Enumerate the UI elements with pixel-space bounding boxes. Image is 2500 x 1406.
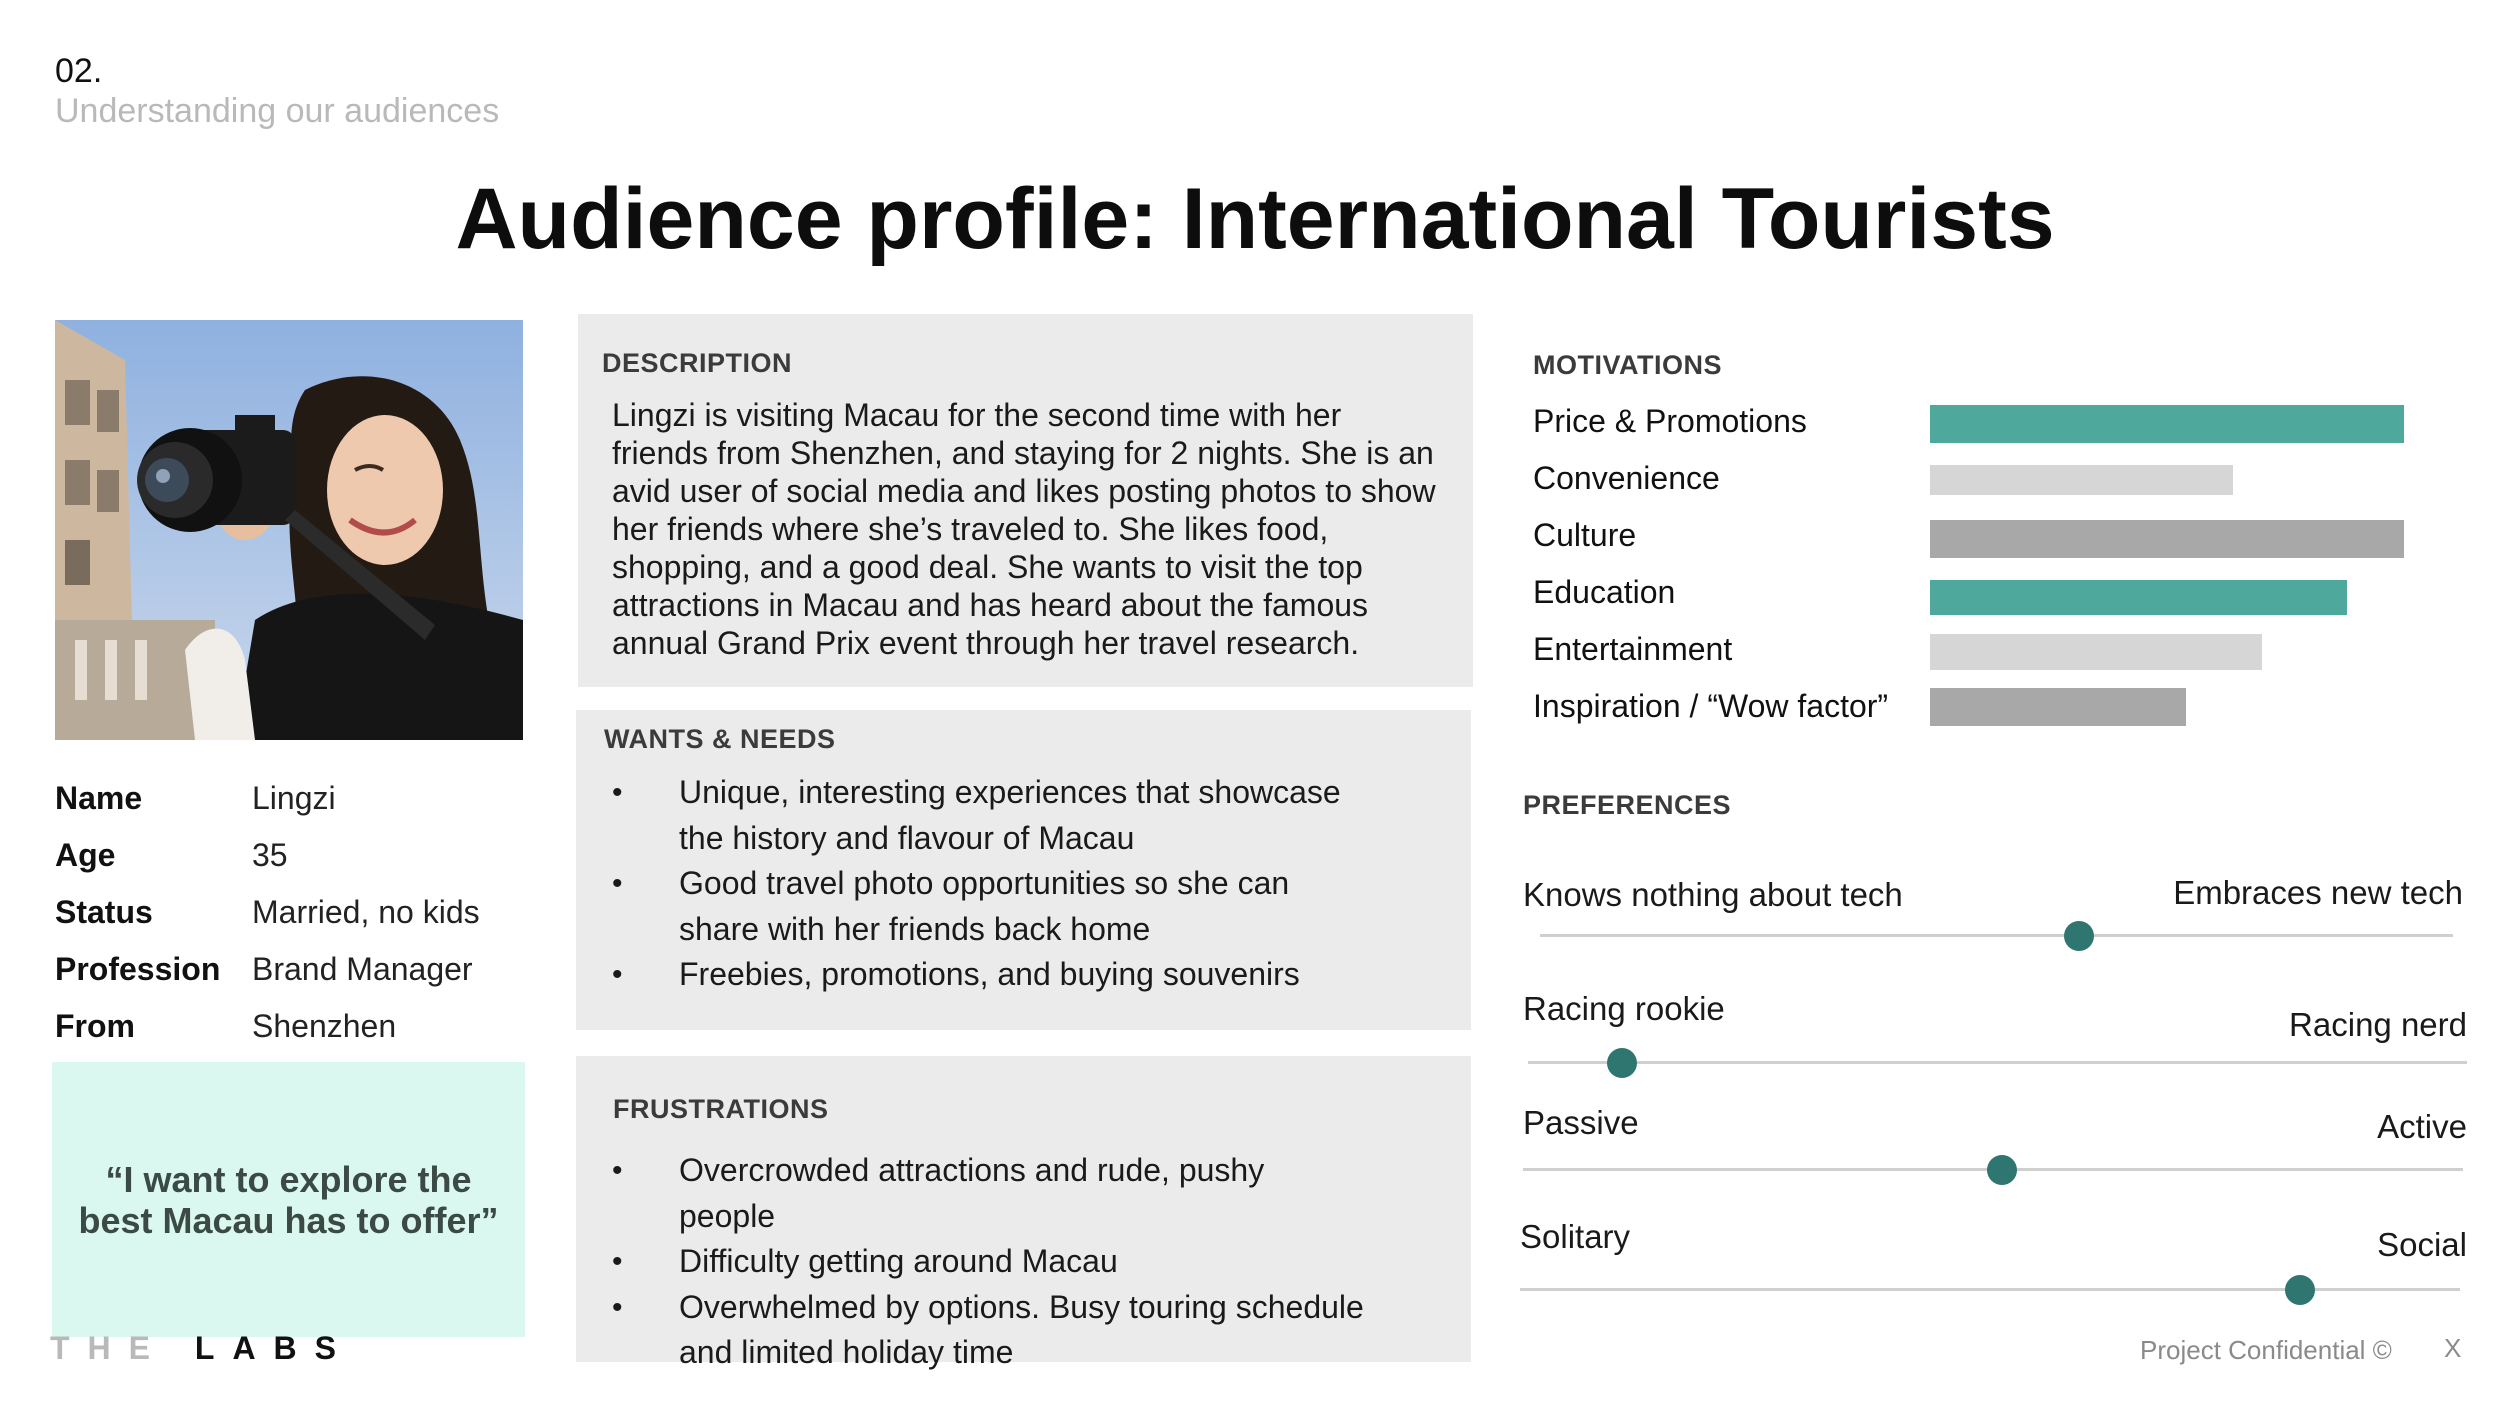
frustrations-panel <box>576 1056 1471 1370</box>
profile-row-profession <box>55 941 525 998</box>
preference-left-label: Racing rookie <box>1523 990 1725 1027</box>
list-item: • Good travel photo opportunities so she can share with her friends back home <box>604 861 1364 952</box>
motivation-row <box>1533 631 2433 688</box>
profile-value: 35 <box>252 837 288 873</box>
preference-track <box>1520 1288 2460 1291</box>
logo-part-the: THE <box>50 1330 168 1366</box>
section-title: Understanding our audiences <box>55 92 500 130</box>
motivation-label: Education <box>1533 574 1676 610</box>
list-item: • Unique, interesting experiences that showcase the history and flavour of Macau <box>604 770 1364 861</box>
preference-slider-social <box>1520 1216 2467 1316</box>
motivation-bar <box>1930 688 2186 726</box>
list-item: • Overwhelmed by options. Busy touring schedule and limited holiday time <box>604 1285 1364 1376</box>
close-icon[interactable]: X <box>2444 1333 2462 1363</box>
quote-text: “I want to explore the best Macau has to offer” <box>78 1158 499 1241</box>
preference-marker <box>2285 1275 2315 1305</box>
motivation-row <box>1533 517 2433 574</box>
preference-track <box>1540 934 2453 937</box>
motivation-label: Price & Promotions <box>1533 403 1807 439</box>
motivation-bar <box>1930 405 2404 443</box>
preference-track <box>1528 1061 2467 1064</box>
preference-right-label: Racing nerd <box>2289 1006 2467 1043</box>
logo-part-labs: LABS <box>194 1330 354 1366</box>
profile-value: Married, no kids <box>252 894 480 930</box>
profile-label: Profession <box>55 951 221 987</box>
motivation-row <box>1533 688 2433 745</box>
preference-slider-activity <box>1523 1102 2467 1202</box>
motivation-label: Entertainment <box>1533 631 1733 667</box>
preference-slider-racing <box>1523 988 2467 1088</box>
preference-right-label: Embraces new tech <box>2173 874 2463 911</box>
description-panel <box>578 314 1473 687</box>
profile-row-age <box>55 827 525 884</box>
page-title: Audience profile: International Tourists <box>455 171 2055 267</box>
preference-right-label: Social <box>2377 1226 2467 1263</box>
motivation-bar <box>1930 634 2262 670</box>
preferences-heading: PREFERENCES <box>1523 790 1732 820</box>
motivation-bar <box>1930 520 2404 558</box>
motivation-label: Inspiration / “Wow factor” <box>1533 688 1889 724</box>
wants-needs-list <box>604 770 1364 998</box>
motivation-label: Culture <box>1533 517 1637 553</box>
profile-value: Brand Manager <box>252 951 473 987</box>
profile-row-status <box>55 884 525 941</box>
motivation-label: Convenience <box>1533 460 1720 496</box>
description-heading: DESCRIPTION <box>602 348 793 378</box>
section-number: 02. <box>55 52 103 90</box>
the-labs-logo <box>50 1330 354 1367</box>
frustrations-heading: FRUSTRATIONS <box>613 1094 829 1124</box>
preference-left-label: Solitary <box>1520 1218 1631 1255</box>
motivation-bar <box>1930 465 2233 495</box>
wants-needs-heading: WANTS & NEEDS <box>604 724 836 754</box>
preference-marker <box>2064 921 2094 951</box>
quote-box <box>52 1062 525 1337</box>
preference-marker <box>1607 1048 1637 1078</box>
motivation-row <box>1533 403 2433 460</box>
camera-woman-photo <box>55 320 523 740</box>
preference-left-label: Passive <box>1523 1104 1639 1141</box>
motivation-row <box>1533 574 2433 631</box>
description-text: Lingzi is visiting Macau for the second time with her friends from Shenzhen, and staying for 2 nights. She is an avid user of social media and likes posting photos to show her friends where she’s traveled to. She likes food, shopping, and a good deal. She wants to visit the top attractions in Macau and has heard about the famous annual Grand Prix event through her travel research. <box>612 397 1436 661</box>
profile-row-from <box>55 998 525 1055</box>
profile-details <box>55 770 525 1055</box>
profile-label: Name <box>55 780 143 816</box>
preference-left-label: Knows nothing about tech <box>1523 876 1903 913</box>
preference-marker <box>1987 1155 2017 1185</box>
profile-value: Lingzi <box>252 780 336 816</box>
profile-label: Status <box>55 894 153 930</box>
list-item: • Freebies, promotions, and buying souvenirs <box>604 952 1364 998</box>
profile-row-name <box>55 770 525 827</box>
preference-right-label: Active <box>2377 1108 2467 1145</box>
profile-label: Age <box>55 837 116 873</box>
profile-label: From <box>55 1008 135 1044</box>
motivation-bar <box>1930 580 2347 615</box>
motivations-heading: MOTIVATIONS <box>1533 350 1722 380</box>
profile-value: Shenzhen <box>252 1008 397 1044</box>
wants-needs-panel <box>576 710 1471 1030</box>
list-item: • Difficulty getting around Macau <box>604 1239 1364 1285</box>
motivation-row <box>1533 460 2433 517</box>
preference-slider-tech <box>1523 872 2463 972</box>
confidential-label: Project Confidential © <box>2140 1335 2392 1365</box>
list-item: • Overcrowded attractions and rude, pushy people <box>604 1148 1364 1239</box>
frustrations-list <box>604 1148 1364 1376</box>
